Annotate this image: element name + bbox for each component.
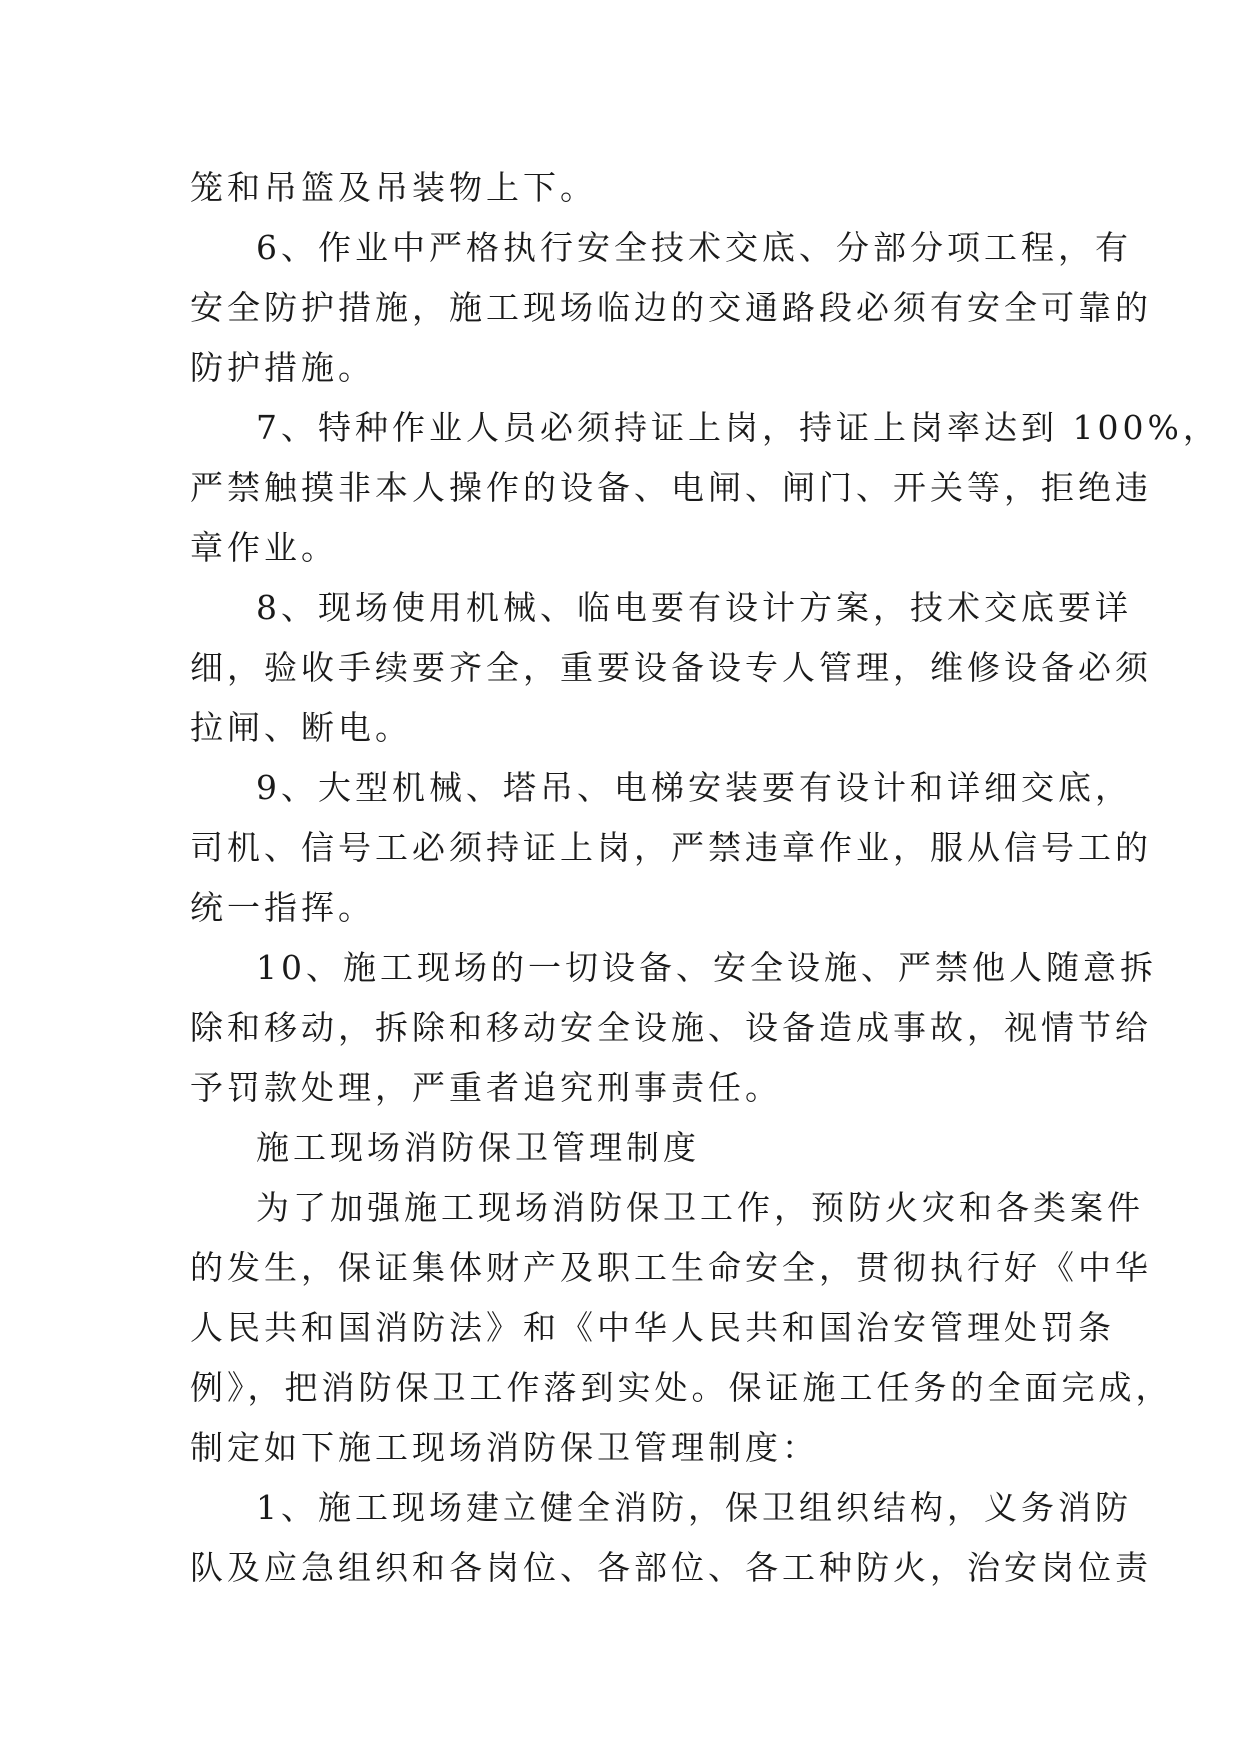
text-line: 安全防护措施，施工现场临边的交通路段必须有安全可靠的 xyxy=(190,288,1152,327)
text-line: 8、现场使用机械、临电要有设计方案，技术交底要详 xyxy=(256,588,1132,627)
text-line: 严禁触摸非本人操作的设备、电闸、闸门、开关等，拒绝违 xyxy=(190,468,1152,507)
text-line: 拉闸、断电。 xyxy=(190,708,412,747)
text-line: 细，验收手续要齐全，重要设备设专人管理，维修设备必须 xyxy=(190,648,1152,687)
text-line: 除和移动，拆除和移动安全设施、设备造成事故，视情节给 xyxy=(190,1008,1152,1047)
text-line: 人民共和国消防法》和《中华人民共和国治安管理处罚条 xyxy=(190,1308,1115,1347)
text-line: 章作业。 xyxy=(190,528,338,567)
text-line: 制定如下施工现场消防保卫管理制度： xyxy=(190,1428,819,1467)
text-line: 笼和吊篮及吊装物上下。 xyxy=(190,168,597,207)
text-line: 统一指挥。 xyxy=(190,888,375,927)
text-line: 7、特种作业人员必须持证上岗，持证上岗率达到 100%， xyxy=(256,408,1220,447)
text-line: 予罚款处理，严重者追究刑事责任。 xyxy=(190,1068,782,1107)
text-line: 例》，把消防保卫工作落到实处。保证施工任务的全面完成， xyxy=(190,1368,1173,1407)
text-line: 队及应急组织和各岗位、各部位、各工种防火，治安岗位责 xyxy=(190,1548,1152,1587)
text-line: 9、大型机械、塔吊、电梯安装要有设计和详细交底， xyxy=(256,768,1132,807)
text-line: 6、作业中严格执行安全技术交底、分部分项工程，有 xyxy=(256,228,1132,267)
text-line: 的发生，保证集体财产及职工生命安全，贯彻执行好《中华 xyxy=(190,1248,1152,1287)
text-line: 为了加强施工现场消防保卫工作，预防火灾和各类案件 xyxy=(256,1188,1144,1227)
text-line: 10、施工现场的一切设备、安全设施、严禁他人随意拆 xyxy=(256,948,1157,987)
text-line: 司机、信号工必须持证上岗，严禁违章作业，服从信号工的 xyxy=(190,828,1152,867)
text-line: 防护措施。 xyxy=(190,348,375,387)
text-line: 1、施工现场建立健全消防，保卫组织结构，义务消防 xyxy=(256,1488,1132,1527)
section-heading: 施工现场消防保卫管理制度 xyxy=(256,1128,700,1167)
document-page xyxy=(190,158,1220,1598)
